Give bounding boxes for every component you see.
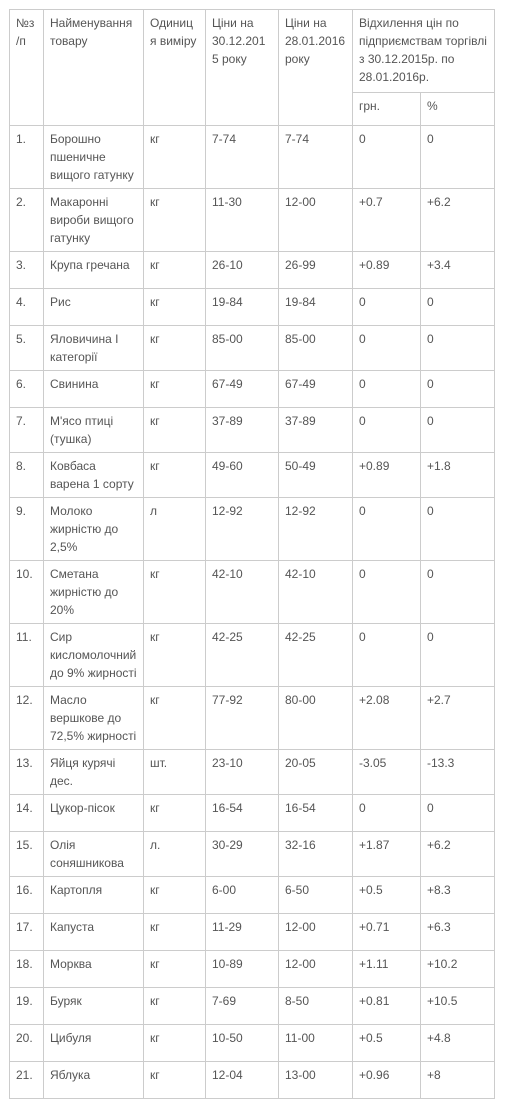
price-2015: 7-74	[206, 126, 279, 189]
row-num: 4.	[10, 289, 44, 326]
table-row	[10, 832, 495, 877]
unit: л.	[144, 832, 206, 877]
header-name: Найменування товару	[44, 10, 144, 126]
price-2015: 42-10	[206, 561, 279, 624]
price-2016: 67-49	[279, 371, 353, 408]
deviation-pct: +6.2	[421, 832, 495, 877]
deviation-pct: 0	[421, 289, 495, 326]
deviation-pct: +1.8	[421, 453, 495, 498]
price-2016: 26-99	[279, 252, 353, 289]
product-name: Свинина	[44, 371, 144, 408]
deviation-pct: 0	[421, 624, 495, 687]
product-name: Сир кисломолочний до 9% жирності	[44, 624, 144, 687]
row-num: 10.	[10, 561, 44, 624]
header-uah: грн.	[353, 93, 421, 126]
price-table	[9, 9, 495, 1099]
deviation-uah: +0.7	[353, 189, 421, 252]
deviation-pct: +6.2	[421, 189, 495, 252]
price-2016: 12-00	[279, 189, 353, 252]
unit: кг	[144, 126, 206, 189]
price-2015: 37-89	[206, 408, 279, 453]
deviation-pct: 0	[421, 126, 495, 189]
row-num: 21.	[10, 1062, 44, 1099]
product-name: Яйця курячі дес.	[44, 750, 144, 795]
header-deviation: Відхилення цін по підприємствам торгівлі з 30.12.2015р. по 28.01.2016р.	[353, 10, 495, 93]
deviation-pct: +3.4	[421, 252, 495, 289]
table-row	[10, 988, 495, 1025]
price-2016: 6-50	[279, 877, 353, 914]
table-row	[10, 561, 495, 624]
unit: кг	[144, 624, 206, 687]
unit: кг	[144, 189, 206, 252]
unit: кг	[144, 326, 206, 371]
row-num: 13.	[10, 750, 44, 795]
product-name: Масло вершкове до 72,5% жирності	[44, 687, 144, 750]
deviation-uah: +0.5	[353, 877, 421, 914]
row-num: 15.	[10, 832, 44, 877]
price-2016: 85-00	[279, 326, 353, 371]
deviation-uah: 0	[353, 408, 421, 453]
row-num: 19.	[10, 988, 44, 1025]
product-name: М'ясо птиці (тушка)	[44, 408, 144, 453]
deviation-uah: +0.71	[353, 914, 421, 951]
product-name: Яблука	[44, 1062, 144, 1099]
price-2015: 11-30	[206, 189, 279, 252]
unit: кг	[144, 951, 206, 988]
deviation-uah: +0.5	[353, 1025, 421, 1062]
price-2016: 32-16	[279, 832, 353, 877]
unit: кг	[144, 877, 206, 914]
deviation-uah: 0	[353, 289, 421, 326]
product-name: Цукор-пісок	[44, 795, 144, 832]
unit: л	[144, 498, 206, 561]
deviation-pct: +8.3	[421, 877, 495, 914]
table-row	[10, 252, 495, 289]
table-row	[10, 289, 495, 326]
price-2015: 12-92	[206, 498, 279, 561]
price-2015: 23-10	[206, 750, 279, 795]
unit: кг	[144, 289, 206, 326]
product-name: Макаронні вироби вищого гатунку	[44, 189, 144, 252]
price-2015: 49-60	[206, 453, 279, 498]
unit: кг	[144, 795, 206, 832]
deviation-uah: +1.87	[353, 832, 421, 877]
price-2016: 42-10	[279, 561, 353, 624]
deviation-uah: -3.05	[353, 750, 421, 795]
price-2016: 20-05	[279, 750, 353, 795]
unit: кг	[144, 687, 206, 750]
product-name: Борошно пшеничне вищого гатунку	[44, 126, 144, 189]
price-2015: 16-54	[206, 795, 279, 832]
deviation-pct: -13.3	[421, 750, 495, 795]
deviation-pct: 0	[421, 408, 495, 453]
table-row	[10, 687, 495, 750]
table-row	[10, 750, 495, 795]
table-row	[10, 624, 495, 687]
row-num: 3.	[10, 252, 44, 289]
unit: кг	[144, 988, 206, 1025]
deviation-pct: 0	[421, 326, 495, 371]
table-row	[10, 1062, 495, 1099]
row-num: 16.	[10, 877, 44, 914]
row-num: 17.	[10, 914, 44, 951]
price-2015: 12-04	[206, 1062, 279, 1099]
price-2015: 6-00	[206, 877, 279, 914]
price-2016: 19-84	[279, 289, 353, 326]
price-2016: 12-00	[279, 914, 353, 951]
unit: кг	[144, 1062, 206, 1099]
deviation-pct: +10.2	[421, 951, 495, 988]
header-price-2016: Ціни на 28.01.2016 року	[279, 10, 353, 126]
unit: кг	[144, 453, 206, 498]
price-2016: 13-00	[279, 1062, 353, 1099]
deviation-uah: +0.96	[353, 1062, 421, 1099]
row-num: 7.	[10, 408, 44, 453]
product-name: Рис	[44, 289, 144, 326]
unit: кг	[144, 408, 206, 453]
deviation-uah: 0	[353, 624, 421, 687]
price-2016: 11-00	[279, 1025, 353, 1062]
unit: шт.	[144, 750, 206, 795]
table-row	[10, 126, 495, 189]
deviation-pct: 0	[421, 795, 495, 832]
product-name: Молоко жирністю до 2,5%	[44, 498, 144, 561]
deviation-pct: +10.5	[421, 988, 495, 1025]
deviation-uah: +0.89	[353, 453, 421, 498]
price-2015: 10-50	[206, 1025, 279, 1062]
deviation-uah: +0.81	[353, 988, 421, 1025]
price-2016: 80-00	[279, 687, 353, 750]
product-name: Олія соняшникова	[44, 832, 144, 877]
table-row	[10, 408, 495, 453]
price-2015: 42-25	[206, 624, 279, 687]
deviation-uah: 0	[353, 498, 421, 561]
deviation-uah: +1.11	[353, 951, 421, 988]
deviation-pct: +8	[421, 1062, 495, 1099]
table-row	[10, 951, 495, 988]
table-row	[10, 498, 495, 561]
row-num: 8.	[10, 453, 44, 498]
product-name: Капуста	[44, 914, 144, 951]
product-name: Буряк	[44, 988, 144, 1025]
table-row	[10, 795, 495, 832]
unit: кг	[144, 1025, 206, 1062]
unit: кг	[144, 561, 206, 624]
header-num: №з/п	[10, 10, 44, 126]
product-name: Картопля	[44, 877, 144, 914]
table-row	[10, 326, 495, 371]
header-unit: Одиниця виміру	[144, 10, 206, 126]
price-2015: 19-84	[206, 289, 279, 326]
price-2015: 30-29	[206, 832, 279, 877]
deviation-pct: +2.7	[421, 687, 495, 750]
price-2015: 11-29	[206, 914, 279, 951]
price-2015: 10-89	[206, 951, 279, 988]
row-num: 11.	[10, 624, 44, 687]
table-row	[10, 371, 495, 408]
product-name: Цибуля	[44, 1025, 144, 1062]
price-2016: 8-50	[279, 988, 353, 1025]
price-2016: 50-49	[279, 453, 353, 498]
row-num: 1.	[10, 126, 44, 189]
row-num: 5.	[10, 326, 44, 371]
deviation-uah: +0.89	[353, 252, 421, 289]
header-pct: %	[421, 93, 495, 126]
deviation-pct: 0	[421, 561, 495, 624]
row-num: 20.	[10, 1025, 44, 1062]
price-2015: 67-49	[206, 371, 279, 408]
deviation-uah: 0	[353, 126, 421, 189]
deviation-uah: 0	[353, 795, 421, 832]
price-2016: 7-74	[279, 126, 353, 189]
table-row	[10, 189, 495, 252]
deviation-pct: +4.8	[421, 1025, 495, 1062]
deviation-uah: 0	[353, 371, 421, 408]
price-2016: 16-54	[279, 795, 353, 832]
price-2015: 85-00	[206, 326, 279, 371]
table-row	[10, 453, 495, 498]
table-body	[10, 126, 495, 1099]
deviation-uah: 0	[353, 326, 421, 371]
header-price-2015: Ціни на 30.12.2015 року	[206, 10, 279, 126]
unit: кг	[144, 371, 206, 408]
row-num: 6.	[10, 371, 44, 408]
price-2016: 12-00	[279, 951, 353, 988]
deviation-pct: +6.3	[421, 914, 495, 951]
product-name: Крупа гречана	[44, 252, 144, 289]
price-2016: 12-92	[279, 498, 353, 561]
price-2015: 7-69	[206, 988, 279, 1025]
table-row	[10, 877, 495, 914]
row-num: 14.	[10, 795, 44, 832]
table-row	[10, 1025, 495, 1062]
header-row	[10, 10, 495, 93]
product-name: Яловичина І категорії	[44, 326, 144, 371]
deviation-uah: +2.08	[353, 687, 421, 750]
deviation-pct: 0	[421, 371, 495, 408]
unit: кг	[144, 914, 206, 951]
price-2015: 77-92	[206, 687, 279, 750]
product-name: Морква	[44, 951, 144, 988]
unit: кг	[144, 252, 206, 289]
deviation-pct: 0	[421, 498, 495, 561]
row-num: 2.	[10, 189, 44, 252]
table-row	[10, 914, 495, 951]
row-num: 9.	[10, 498, 44, 561]
product-name: Ковбаса варена 1 сорту	[44, 453, 144, 498]
price-2016: 37-89	[279, 408, 353, 453]
row-num: 12.	[10, 687, 44, 750]
price-2016: 42-25	[279, 624, 353, 687]
deviation-uah: 0	[353, 561, 421, 624]
row-num: 18.	[10, 951, 44, 988]
product-name: Сметана жирністю до 20%	[44, 561, 144, 624]
price-2015: 26-10	[206, 252, 279, 289]
